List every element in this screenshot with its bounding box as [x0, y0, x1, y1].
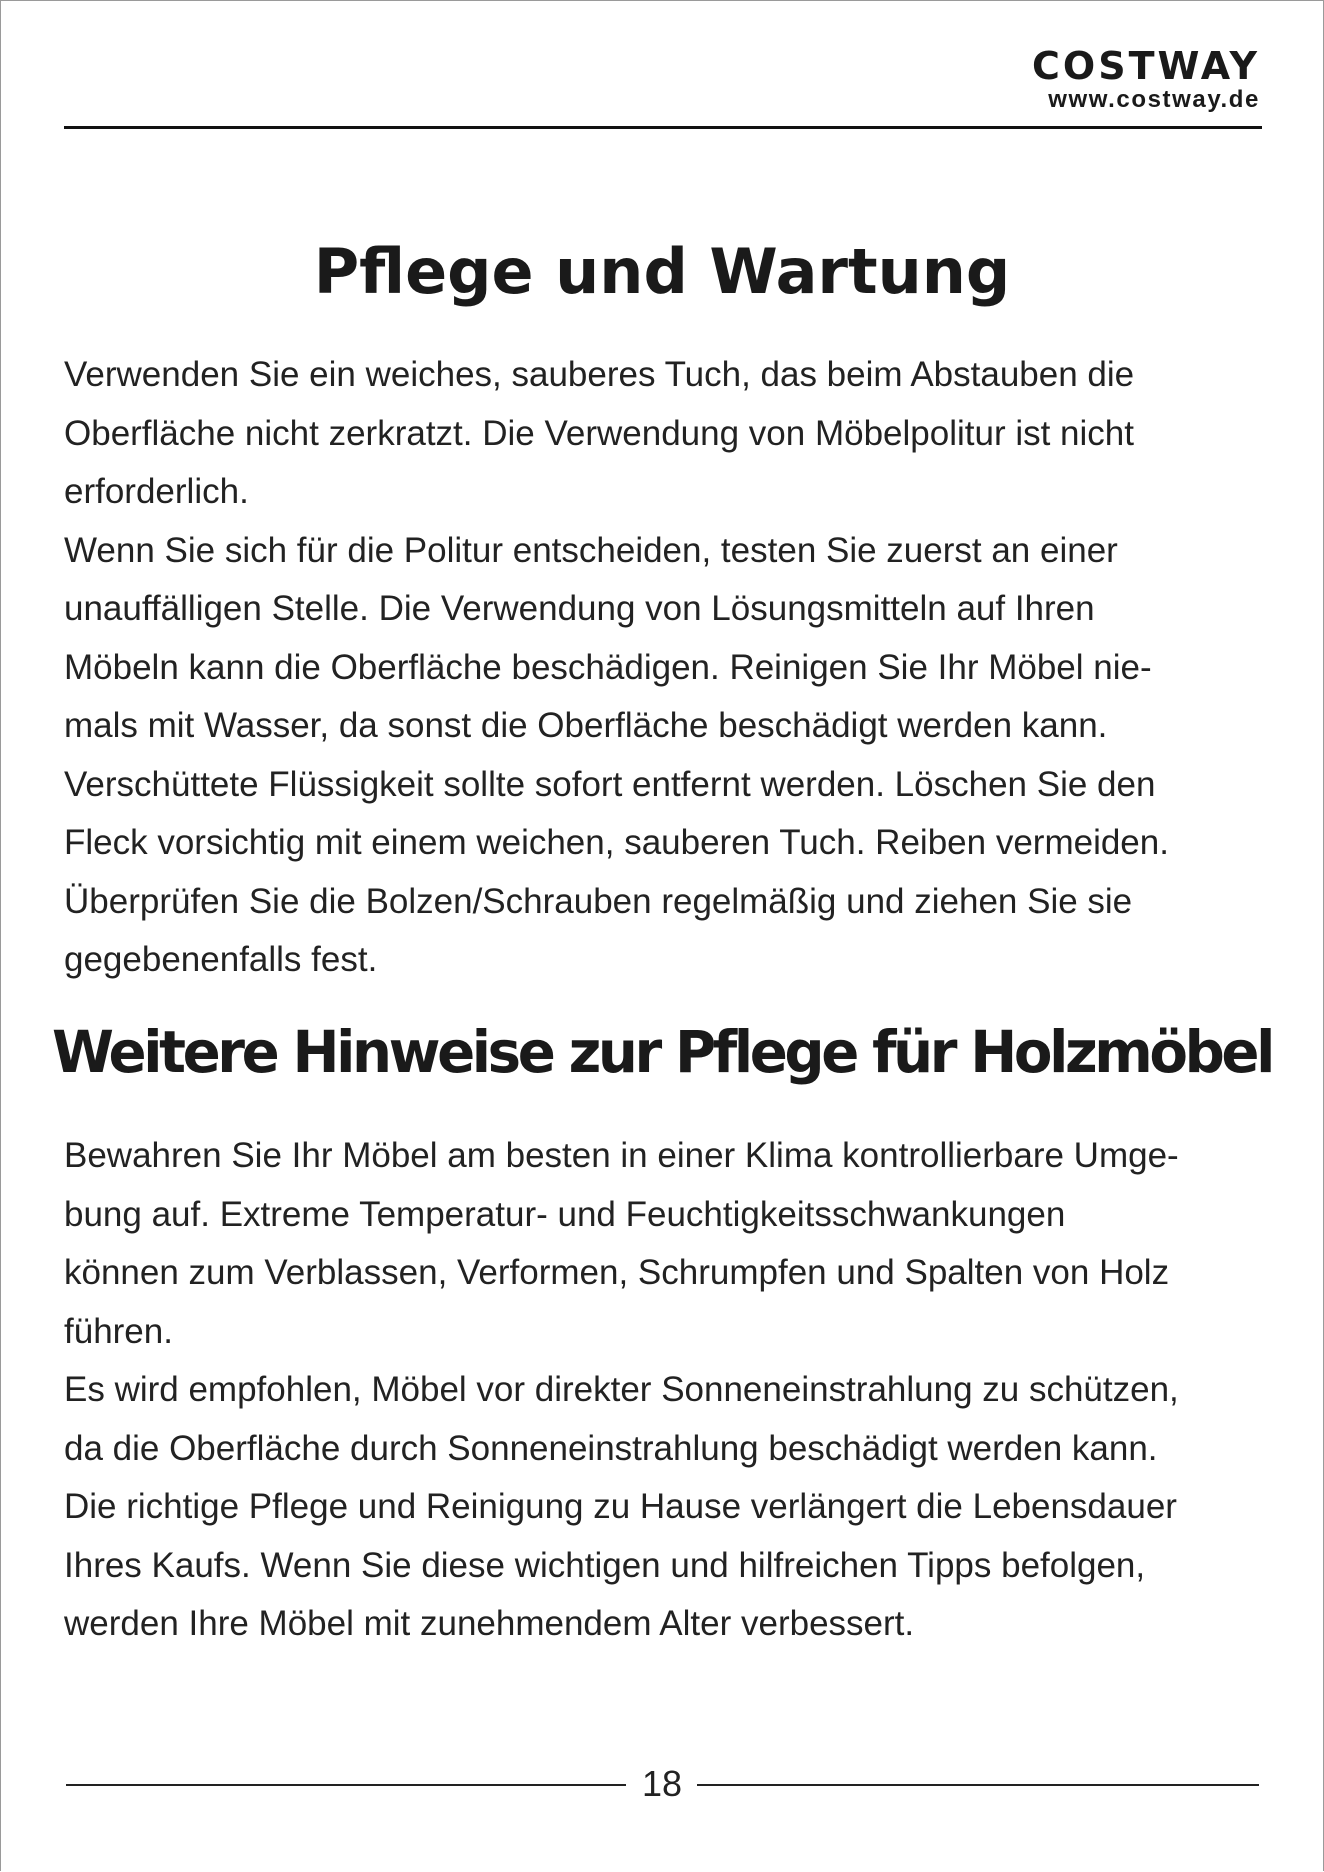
text-line: gegebenenfalls fest.	[64, 940, 378, 979]
text-line: Die richtige Pflege und Reinigung zu Hause verlängert die Lebensdauer	[64, 1487, 1177, 1526]
header-divider	[64, 126, 1262, 129]
brand-url: www.costway.de	[1048, 86, 1260, 113]
brand-header	[1032, 46, 1260, 114]
text-line: erforderlich.	[64, 472, 249, 511]
text-line: bung auf. Extreme Temperatur- und Feuchtigkeitsschwankungen	[64, 1194, 1066, 1234]
text-line: Wenn Sie sich für die Politur entscheiden, testen Sie zuerst an einer	[64, 530, 1118, 570]
text-line: mals mit Wasser, da sonst die Oberfläche beschädigt werden kann.	[64, 706, 1108, 745]
text-line: Fleck vorsichtig mit einem weichen, sauberen Tuch. Reiben vermeiden.	[64, 823, 1169, 862]
page-number: 18	[641, 1763, 683, 1804]
wood-care-paragraph	[64, 1127, 1274, 1654]
text-line: unauffälligen Stelle. Die Verwendung von Lösungsmitteln auf Ihren	[64, 589, 1095, 628]
text-line: Möbeln kann die Oberfläche beschädigen. Reinigen Sie Ihr Möbel nie-	[64, 647, 1152, 687]
footer-divider-right	[697, 1784, 1259, 1786]
text-line: führen.	[64, 1311, 173, 1351]
footer-divider-left	[66, 1784, 626, 1786]
section-title-care: Pflege und Wartung	[313, 235, 1011, 308]
text-line: Verschüttete Flüssigkeit sollte sofort entfernt werden. Löschen Sie den	[64, 764, 1156, 804]
text-line: Verwenden Sie ein weiches, sauberes Tuch, das beim Abstauben die	[64, 355, 1135, 394]
care-paragraph	[64, 346, 1274, 990]
text-line: Bewahren Sie Ihr Möbel am besten in einer Klima kontrollierbare Umge-	[64, 1136, 1179, 1175]
text-line: Es wird empfohlen, Möbel vor direkter Sonneneinstrahlung zu schützen,	[64, 1370, 1179, 1409]
text-line: Oberfläche nicht zerkratzt. Die Verwendung von Möbelpolitur ist nicht	[64, 413, 1134, 453]
brand-logo: COSTWAY	[1032, 44, 1260, 88]
text-line: Ihres Kaufs. Wenn Sie diese wichtigen und hilfreichen Tipps befolgen,	[64, 1545, 1146, 1585]
text-line: Überprüfen Sie die Bolzen/Schrauben regelmäßig und ziehen Sie sie	[64, 881, 1133, 921]
text-line: da die Oberfläche durch Sonneneinstrahlung beschädigt werden kann.	[64, 1428, 1158, 1468]
text-line: werden Ihre Möbel mit zunehmendem Alter verbessert.	[64, 1604, 915, 1643]
section-title-wood-care: Weitere Hinweise zur Pflege für Holzmöbel	[51, 1018, 1273, 1086]
text-line: können zum Verblassen, Verformen, Schrumpfen und Spalten von Holz	[64, 1253, 1170, 1292]
